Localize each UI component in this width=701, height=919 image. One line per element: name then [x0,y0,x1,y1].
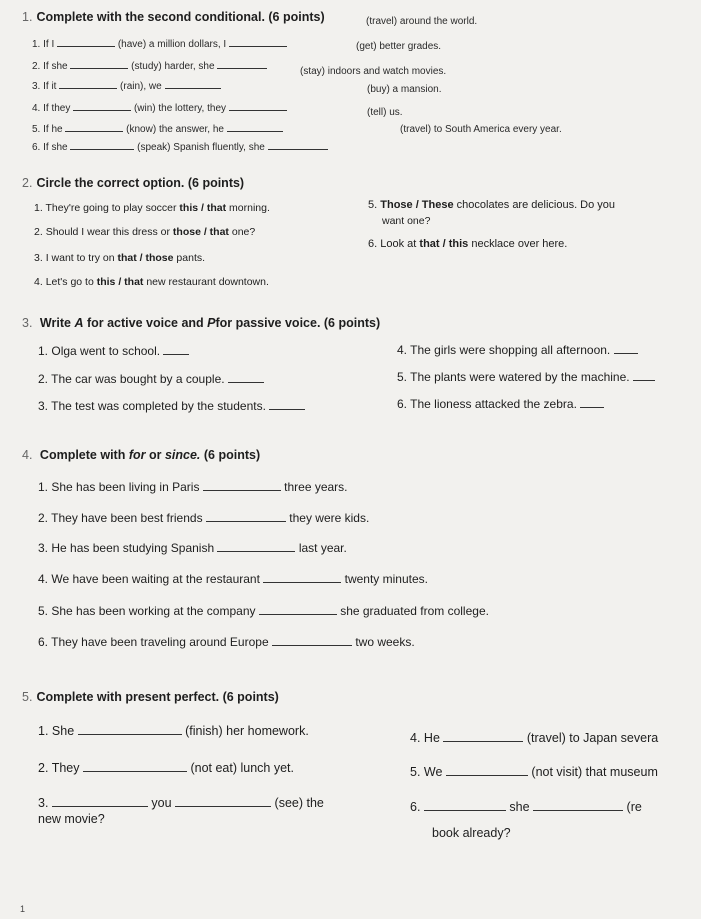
s3-item-number: 4. [397,343,408,357]
s1-blank[interactable] [57,37,115,47]
s5-blank[interactable] [78,725,182,735]
s3-item-number: 3. [38,399,49,413]
s5-item-number: 1. [38,724,49,738]
s1-item-end: (travel) to South America every year. [400,124,562,135]
s3-item-1 [38,344,189,358]
s4-blank[interactable] [259,605,337,615]
section-5-number: 5. [22,690,33,704]
s5-item-number: 3. [38,796,49,810]
s3-item-number: 5. [397,370,408,384]
s2-item-text: Let's go to [45,276,94,288]
s5-item-number: 4. [410,731,421,745]
s5-item-text: (not visit) that museum [531,765,658,779]
s5-item-number: 2. [38,761,49,775]
s5-item-3-continued: new movie? [38,812,105,826]
s1-item-text: (rain), we [120,81,162,92]
s3-item-text: The lioness attacked the zebra. [410,397,577,411]
section-4-number: 4. [22,448,33,462]
s1-item-end: (travel) around the world. [366,16,478,27]
s3-blank[interactable] [228,373,264,383]
s2-item-number: 6. [368,238,378,250]
s4-item-4 [38,572,428,586]
s3-item-5 [397,370,655,384]
s5-blank[interactable] [446,766,528,776]
s1-item-text: (have) a million dollars, I [117,39,227,50]
section-1-number: 1. [22,10,33,24]
s5-item-text: He [423,731,440,745]
s1-item-5 [32,122,283,135]
s2-item-text: chocolates are delicious. Do you [456,199,616,211]
s5-blank[interactable] [424,801,506,811]
s4-title-part: Complete with [39,448,126,462]
s2-item-number: 3. [34,252,43,264]
s1-item-text: If she [43,142,68,153]
s1-item-1 [32,37,287,50]
s5-item-6-continued: book already? [432,826,511,840]
s1-item-number: 6. [32,142,41,153]
s5-item-text: She [51,724,75,738]
s1-blank[interactable] [165,79,221,89]
s1-item-text: If he [43,124,63,135]
s2-item-4 [34,276,269,288]
s1-item-text: (speak) Spanish fluently, she [137,142,265,153]
s4-item-text: three years. [284,480,348,494]
s2-item-text: Should I wear this dress or [45,226,170,238]
s2-item-number: 4. [34,276,43,288]
section-3-title [22,316,380,330]
s3-item-number: 2. [38,372,49,386]
s2-item-number: 1. [34,202,43,214]
s2-option-choice[interactable]: those / that [172,226,229,238]
s1-item-end: (get) better grades. [356,41,442,52]
s5-item-text: We [423,765,443,779]
s4-item-6 [38,635,415,649]
s3-blank[interactable] [580,398,604,408]
s5-item-text: They [51,761,80,775]
s2-item-text: They're going to play soccer [45,202,177,214]
s5-item-2 [38,761,294,775]
s2-item-text: one? [231,226,256,238]
s4-item-text: She has been living in Paris [51,480,200,494]
s5-item-text: (finish) her homework. [185,724,309,738]
s1-blank[interactable] [70,59,128,69]
s2-option-choice[interactable]: Those / These [380,199,454,211]
s4-item-text: They have been best friends [51,511,203,525]
s5-item-text: (travel) to Japan severa [526,731,659,745]
s3-title-em: P [207,316,216,330]
s4-blank[interactable] [206,512,286,522]
s4-title-em: since. [164,448,201,462]
s3-blank[interactable] [163,345,189,355]
s2-option-choice[interactable]: this / that [179,202,227,214]
s5-item-1 [38,724,309,738]
s2-item-text: I want to try on [45,252,115,264]
s1-blank[interactable] [59,79,117,89]
s5-item-text: (re [626,800,642,814]
s3-title-part: for active voice and [86,316,204,330]
s2-item-text: new restaurant downtown. [146,276,269,288]
s1-blank[interactable] [70,140,134,150]
section-2-number: 2. [22,176,33,190]
s1-item-text: If they [43,103,71,114]
s1-blank[interactable] [268,140,328,150]
s1-item-end: (stay) indoors and watch movies. [300,66,447,77]
s5-item-text: (not eat) lunch yet. [190,761,294,775]
s5-item-text: you [151,796,172,810]
s2-item-6 [368,238,567,250]
section-1-title-text: Complete with the second conditional. (6 points) [36,10,325,24]
s4-item-text: He has been studying Spanish [51,541,215,555]
s2-item-3 [34,252,205,264]
s1-blank[interactable] [73,101,131,111]
s5-blank[interactable] [175,797,271,807]
s5-blank[interactable] [52,797,148,807]
section-5-title-text: Complete with present perfect. (6 points) [36,690,279,704]
s4-item-5 [38,604,489,618]
s3-item-text: The plants were watered by the machine. [410,370,630,384]
s1-item-2 [32,59,267,72]
s2-option-choice[interactable]: this / that [96,276,144,288]
section-1-title [22,10,325,24]
section-2-title-text: Circle the correct option. (6 points) [36,176,245,190]
s1-item-3 [32,79,221,92]
s5-item-text: she [509,800,530,814]
s4-blank[interactable] [263,573,341,583]
s4-item-number: 4. [38,572,49,586]
s3-item-number: 6. [397,397,408,411]
s2-item-1 [34,202,270,214]
s2-item-number: 2. [34,226,43,238]
s3-item-number: 1. [38,344,49,358]
s4-title-part: or [148,448,162,462]
s1-blank[interactable] [229,101,287,111]
s3-title-em: A [74,316,84,330]
s2-option-choice[interactable]: that / this [419,238,469,250]
s4-item-number: 3. [38,541,49,555]
s5-item-5 [410,765,701,779]
s1-item-text: (know) the answer, he [126,124,224,135]
s1-item-text: (win) the lottery, they [133,103,227,114]
s5-item-3 [38,796,324,810]
s4-title-part: (6 points) [203,448,261,462]
s4-item-text: two weeks. [355,635,415,649]
s1-item-4 [32,101,287,114]
s4-item-text: they were kids. [289,511,370,525]
s5-item-text: (see) the [274,796,324,810]
s3-item-text: Olga went to school. [51,344,161,358]
s2-item-text: necklace over here. [471,238,568,250]
s1-blank[interactable] [217,59,267,69]
s1-item-6 [32,140,328,153]
s2-item-5-continued: want one? [382,215,431,227]
s1-item-number: 2. [32,61,41,72]
s3-item-text: The girls were shopping all afternoon. [410,343,611,357]
section-4-title [22,448,260,462]
s4-title-em: for [128,448,146,462]
s1-item-text: If she [43,61,68,72]
s1-item-number: 3. [32,81,41,92]
s1-item-text: (study) harder, she [131,61,215,72]
s5-item-4 [410,731,701,745]
s2-item-text: Look at [380,238,417,250]
s3-item-6 [397,397,604,411]
s4-item-text: We have been waiting at the restaurant [51,572,260,586]
s1-item-number: 1. [32,39,41,50]
s1-item-number: 5. [32,124,41,135]
s3-item-text: The test was completed by the students. [51,399,266,413]
s3-title-part: Write [39,316,71,330]
s1-blank[interactable] [227,122,283,132]
section-3-number: 3. [22,316,33,330]
s5-blank[interactable] [443,732,523,742]
s4-item-text: twenty minutes. [344,572,428,586]
s4-item-number: 6. [38,635,49,649]
s5-item-number: 6. [410,800,421,814]
s4-item-1 [38,480,348,494]
s1-item-end: (buy) a mansion. [367,84,442,95]
s5-item-6 [410,800,701,814]
s3-blank[interactable] [614,344,638,354]
s4-item-2 [38,511,369,525]
s2-item-2 [34,226,255,238]
s5-item-number: 5. [410,765,421,779]
s1-blank[interactable] [229,37,287,47]
s4-blank[interactable] [272,636,352,646]
s4-item-number: 1. [38,480,49,494]
s4-item-text: last year. [298,541,347,555]
s3-blank[interactable] [269,400,305,410]
s3-item-2 [38,372,264,386]
s4-item-3 [38,541,347,555]
s3-item-4 [397,343,638,357]
s2-item-number: 5. [368,199,378,211]
s1-item-text: If it [43,81,57,92]
s3-item-3 [38,399,305,413]
s4-item-number: 2. [38,511,49,525]
s2-item-text: pants. [176,252,206,264]
s4-item-text: They have been traveling around Europe [51,635,269,649]
s3-title-part: for passive voice. (6 points) [215,316,381,330]
s1-blank[interactable] [65,122,123,132]
s1-item-text: If I [43,39,55,50]
s2-option-choice[interactable]: that / those [117,252,174,264]
s3-blank[interactable] [633,371,655,381]
s5-blank[interactable] [83,762,187,772]
s3-item-text: The car was bought by a couple. [51,372,225,386]
s2-item-text: morning. [229,202,270,214]
section-5-title [22,690,279,704]
s5-blank[interactable] [533,801,623,811]
s1-item-number: 4. [32,103,41,114]
s4-item-text: she graduated from college. [340,604,489,618]
section-2-title [22,176,244,190]
s4-item-number: 5. [38,604,49,618]
s1-item-end: (tell) us. [367,107,403,118]
s2-item-5 [368,199,615,211]
s4-blank[interactable] [203,481,281,491]
s4-blank[interactable] [217,542,295,552]
page-corner-mark: 1 [20,904,26,914]
s4-item-text: She has been working at the company [51,604,256,618]
